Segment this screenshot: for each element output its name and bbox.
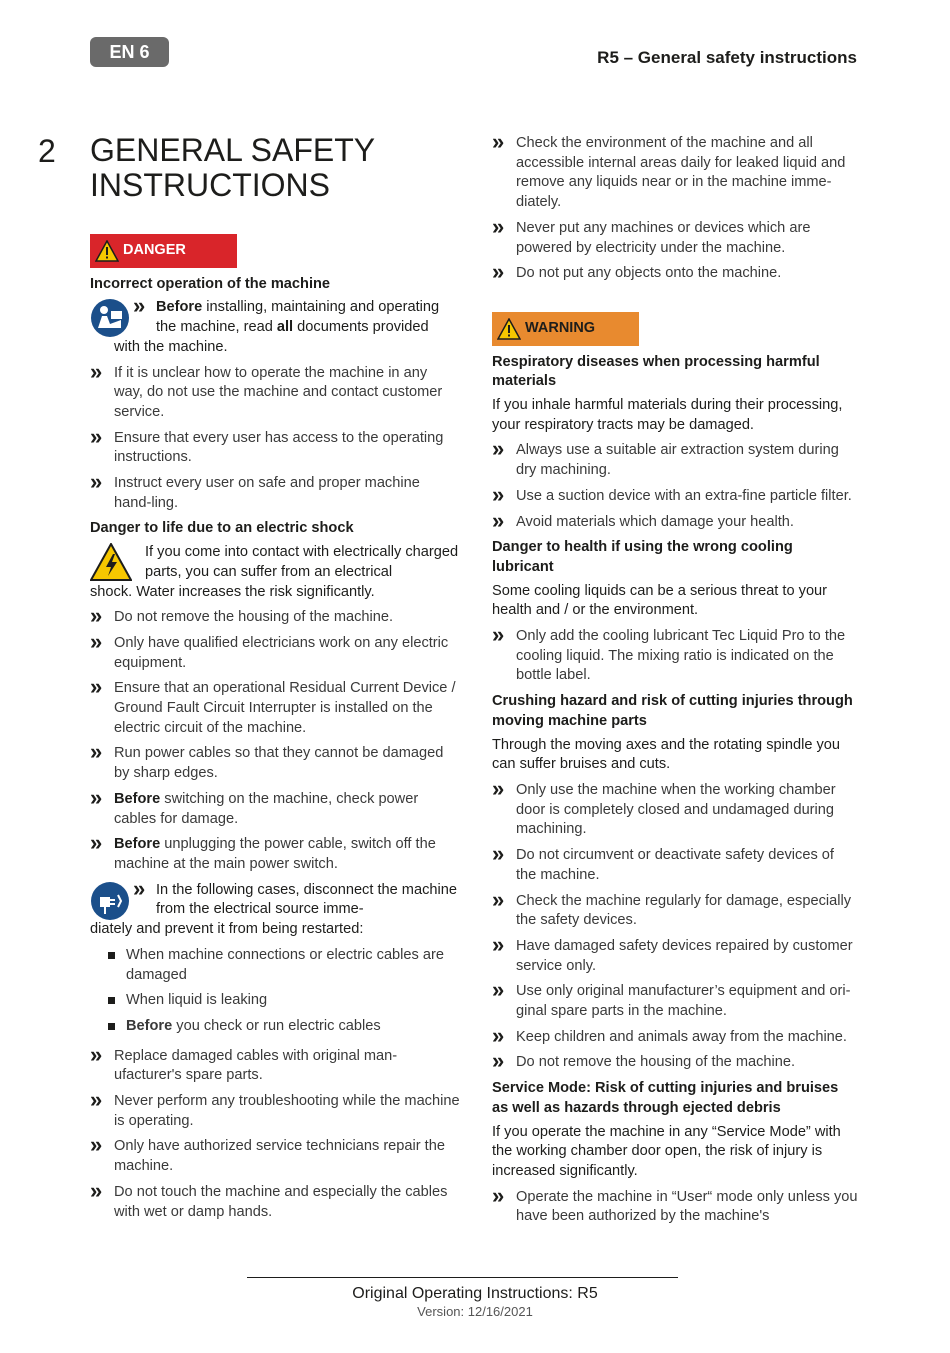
warning-label: WARNING bbox=[525, 320, 596, 337]
chevron-right-icon: » bbox=[492, 841, 505, 867]
text: When machine connections or electric cables are damaged bbox=[126, 946, 444, 983]
instruction-list bbox=[492, 775, 858, 1074]
list-item-text: Run power cables so that they cannot be damaged by sharp edges. bbox=[114, 745, 444, 782]
chevron-right-icon: » bbox=[90, 628, 103, 654]
list-item bbox=[90, 423, 460, 468]
list-item bbox=[492, 931, 858, 976]
list-item bbox=[90, 358, 460, 423]
text: documents provided bbox=[293, 319, 429, 336]
list-item bbox=[90, 1177, 460, 1222]
list-item-text: Use only original manufacturer’s equipment and ori-ginal spare parts in the machine. bbox=[516, 983, 851, 1020]
list-item-text: Do not remove the housing of the machine. bbox=[114, 609, 394, 626]
list-item bbox=[492, 1182, 858, 1227]
list-item bbox=[90, 739, 460, 783]
bold-before: Before bbox=[114, 790, 161, 807]
paragraph: If you come into contact with electrically charged parts, you can suffer from an electrical bbox=[145, 544, 459, 580]
chevron-right-icon: » bbox=[90, 830, 103, 856]
paragraph: If you operate the machine in any “Service Mode” with the working chamber door open, the risk of injury is increased significantly. bbox=[492, 1123, 841, 1179]
read-manual-instruction bbox=[90, 293, 460, 357]
list-item-text: Do not put any objects onto the machine. bbox=[516, 265, 782, 282]
list-item bbox=[492, 841, 858, 885]
section-heading: Service Mode: Risk of cutting injuries and bruises as well as hazards through ejected debris bbox=[492, 1080, 839, 1116]
instruction-list bbox=[492, 436, 858, 533]
chevron-right-icon: » bbox=[492, 1022, 505, 1048]
square-bullet-icon bbox=[108, 997, 115, 1004]
chevron-right-icon: » bbox=[492, 977, 505, 1003]
bold-before: Before bbox=[156, 299, 203, 316]
list-item-text: Check the machine regularly for damage, especially the safety devices. bbox=[516, 892, 852, 929]
text: switching on the machine, check power cables for damage. bbox=[114, 790, 419, 827]
list-item bbox=[492, 436, 858, 480]
list-item bbox=[492, 129, 858, 213]
instruction-list bbox=[90, 358, 460, 514]
list-item bbox=[492, 1022, 858, 1048]
list-item-text: Do not circumvent or deactivate safety devices of the machine. bbox=[516, 847, 834, 883]
chevron-right-icon: » bbox=[492, 481, 505, 507]
chevron-right-icon: » bbox=[492, 931, 505, 957]
list-item bbox=[492, 507, 858, 533]
sub-list-item bbox=[90, 991, 460, 1011]
chevron-right-icon: » bbox=[492, 886, 505, 912]
footer-version: Version: 12/16/2021 bbox=[417, 1304, 533, 1319]
chevron-right-icon: » bbox=[90, 1177, 103, 1203]
chevron-right-icon: » bbox=[492, 213, 505, 239]
chevron-right-icon: » bbox=[133, 875, 146, 901]
disconnect-instruction bbox=[90, 875, 460, 940]
section-heading: Respiratory diseases when processing harmful materials bbox=[492, 353, 820, 390]
list-item bbox=[90, 603, 460, 629]
paragraph: shock. Water increases the risk significantly. bbox=[90, 583, 375, 600]
chevron-right-icon: » bbox=[492, 1048, 505, 1074]
text: unplugging the power cable, switch off the machine at the main power switch. bbox=[114, 836, 436, 872]
text: In the following cases, disconnect the machine from the electrical source imme- bbox=[156, 881, 457, 918]
sub-list-item bbox=[90, 946, 460, 985]
list-item bbox=[90, 830, 460, 874]
warning-badge bbox=[492, 312, 639, 346]
text: When liquid is leaking bbox=[126, 992, 268, 1009]
warning-triangle-icon bbox=[497, 318, 521, 340]
text-continuation: diately and prevent it from being restarted: bbox=[90, 921, 364, 938]
footer-divider bbox=[247, 1277, 678, 1278]
list-item bbox=[492, 622, 858, 686]
list-item bbox=[492, 886, 858, 931]
square-bullet-icon bbox=[108, 952, 115, 959]
text-continuation: with the machine. bbox=[114, 338, 228, 355]
chevron-right-icon: » bbox=[90, 1132, 103, 1158]
list-item-text: If it is unclear how to operate the machine in any way, do not use the machine and contact customer service. bbox=[114, 364, 443, 420]
section-heading: Danger to health if using the wrong cooling lubricant bbox=[492, 539, 793, 575]
list-item bbox=[90, 1132, 460, 1176]
list-item bbox=[492, 1048, 858, 1074]
list-item-text: Use a suction device with an extra-fine particle filter. bbox=[516, 487, 852, 504]
list-item-text: Operate the machine in “User“ mode only unless you have been authorized by the machine's bbox=[516, 1188, 858, 1225]
list-item-text: Always use a suitable air extraction system during dry machining. bbox=[516, 442, 839, 479]
instruction-list bbox=[492, 129, 858, 285]
chevron-right-icon: » bbox=[90, 423, 103, 449]
paragraph: Through the moving axes and the rotating spindle you can suffer bruises and cuts. bbox=[492, 736, 841, 773]
chevron-right-icon: » bbox=[90, 674, 103, 700]
chevron-right-icon: » bbox=[90, 784, 103, 810]
list-item-text: Do not remove the housing of the machine. bbox=[516, 1054, 796, 1071]
chevron-right-icon: » bbox=[492, 775, 505, 801]
list-item-text: Never put any machines or devices which are powered by electricity under the machine. bbox=[516, 219, 811, 256]
chevron-right-icon: » bbox=[90, 1041, 103, 1067]
section-heading: Incorrect operation of the machine bbox=[90, 275, 331, 292]
list-item bbox=[90, 469, 460, 513]
running-head: R5 – General safety instructions bbox=[597, 48, 857, 67]
chevron-right-icon: » bbox=[492, 436, 505, 462]
list-item bbox=[90, 628, 460, 673]
list-item-text: Ensure that every user has access to the operating instructions. bbox=[114, 429, 444, 466]
chapter-number: 2 bbox=[38, 133, 56, 169]
instruction-list bbox=[492, 622, 858, 686]
danger-label: DANGER bbox=[123, 242, 186, 259]
chevron-right-icon: » bbox=[492, 622, 505, 648]
list-item-text: Have damaged safety devices repaired by customer service only. bbox=[516, 937, 853, 974]
list-item-text: Only have authorized service technicians repair the machine. bbox=[114, 1138, 445, 1175]
danger-badge bbox=[90, 234, 237, 268]
text: you check or run electric cables bbox=[172, 1017, 381, 1034]
chevron-right-icon: » bbox=[90, 469, 103, 495]
instruction-list bbox=[90, 1041, 460, 1223]
list-item bbox=[492, 481, 858, 507]
bold-before: Before bbox=[114, 836, 161, 853]
list-item-text: Instruct every user on safe and proper machine hand-ling. bbox=[114, 475, 420, 511]
list-item-text: Check the environment of the machine and all accessible internal areas daily for leaked liquid and remove any liquids near or in the machine imme-diately. bbox=[516, 135, 846, 211]
instruction-list bbox=[90, 603, 460, 784]
chevron-right-icon: » bbox=[133, 293, 146, 319]
square-bullet-icon bbox=[108, 1023, 115, 1030]
paragraph: If you inhale harmful materials during their processing, your respiratory tracts may be damaged. bbox=[492, 397, 843, 433]
list-item-text: Replace damaged cables with original man-ufacturer's spare parts. bbox=[114, 1047, 398, 1084]
text: installing, maintaining and operating the machine, read bbox=[156, 299, 440, 336]
list-item-text: Only add the cooling lubricant Tec Liquid Pro to the cooling liquid. The mixing ratio is indicated on the bottle label. bbox=[516, 628, 846, 684]
list-item-text: Only use the machine when the working chamber door is completely closed and undamaged during machining. bbox=[516, 781, 836, 838]
list-item-text: Never perform any troubleshooting while the machine is operating. bbox=[114, 1093, 460, 1129]
left-column bbox=[90, 234, 460, 1228]
list-item bbox=[492, 775, 858, 840]
warning-triangle-icon bbox=[95, 240, 119, 262]
footer-title: Original Operating Instructions: R5 bbox=[352, 1285, 598, 1302]
paragraph: Some cooling liquids can be a serious threat to your health and / or the environment. bbox=[492, 582, 828, 619]
list-item-text: Keep children and animals away from the machine. bbox=[516, 1028, 847, 1045]
section-heading: Danger to life due to an electric shock bbox=[90, 520, 354, 537]
section-heading: Crushing hazard and risk of cutting injuries through moving machine parts bbox=[492, 693, 853, 729]
list-item bbox=[90, 1041, 460, 1086]
bold-all: all bbox=[276, 319, 294, 336]
list-item-text: Only have qualified electricians work on any electric equipment. bbox=[114, 634, 449, 671]
chevron-right-icon: » bbox=[492, 1182, 505, 1208]
chevron-right-icon: » bbox=[492, 507, 505, 533]
list-item bbox=[492, 213, 858, 258]
list-item bbox=[90, 784, 460, 829]
sub-list-item bbox=[90, 1017, 460, 1037]
chapter-title: GENERAL SAFETY INSTRUCTIONS bbox=[90, 132, 375, 203]
list-item-text: Ensure that an operational Residual Current Device / Ground Fault Circuit Interrupter is installed on the electric circuit of the machine. bbox=[114, 680, 456, 736]
list-item bbox=[492, 977, 858, 1021]
chevron-right-icon: » bbox=[90, 358, 103, 384]
bold-before: Before bbox=[126, 1017, 173, 1034]
page-number-tag: EN 6 bbox=[90, 37, 169, 67]
list-item bbox=[90, 1087, 460, 1131]
chevron-right-icon: » bbox=[90, 739, 103, 765]
chevron-right-icon: » bbox=[90, 1087, 103, 1113]
list-item bbox=[492, 259, 858, 285]
list-item-text: Do not touch the machine and especially the cables with wet or damp hands. bbox=[114, 1183, 448, 1220]
chevron-right-icon: » bbox=[492, 129, 505, 154]
list-item bbox=[90, 674, 460, 738]
list-item-text: Avoid materials which damage your health. bbox=[516, 513, 794, 530]
chevron-right-icon: » bbox=[492, 259, 505, 285]
instruction-list bbox=[492, 1182, 858, 1227]
electric-shock-warning bbox=[90, 543, 460, 602]
right-column bbox=[492, 129, 858, 1233]
chevron-right-icon: » bbox=[90, 603, 103, 629]
